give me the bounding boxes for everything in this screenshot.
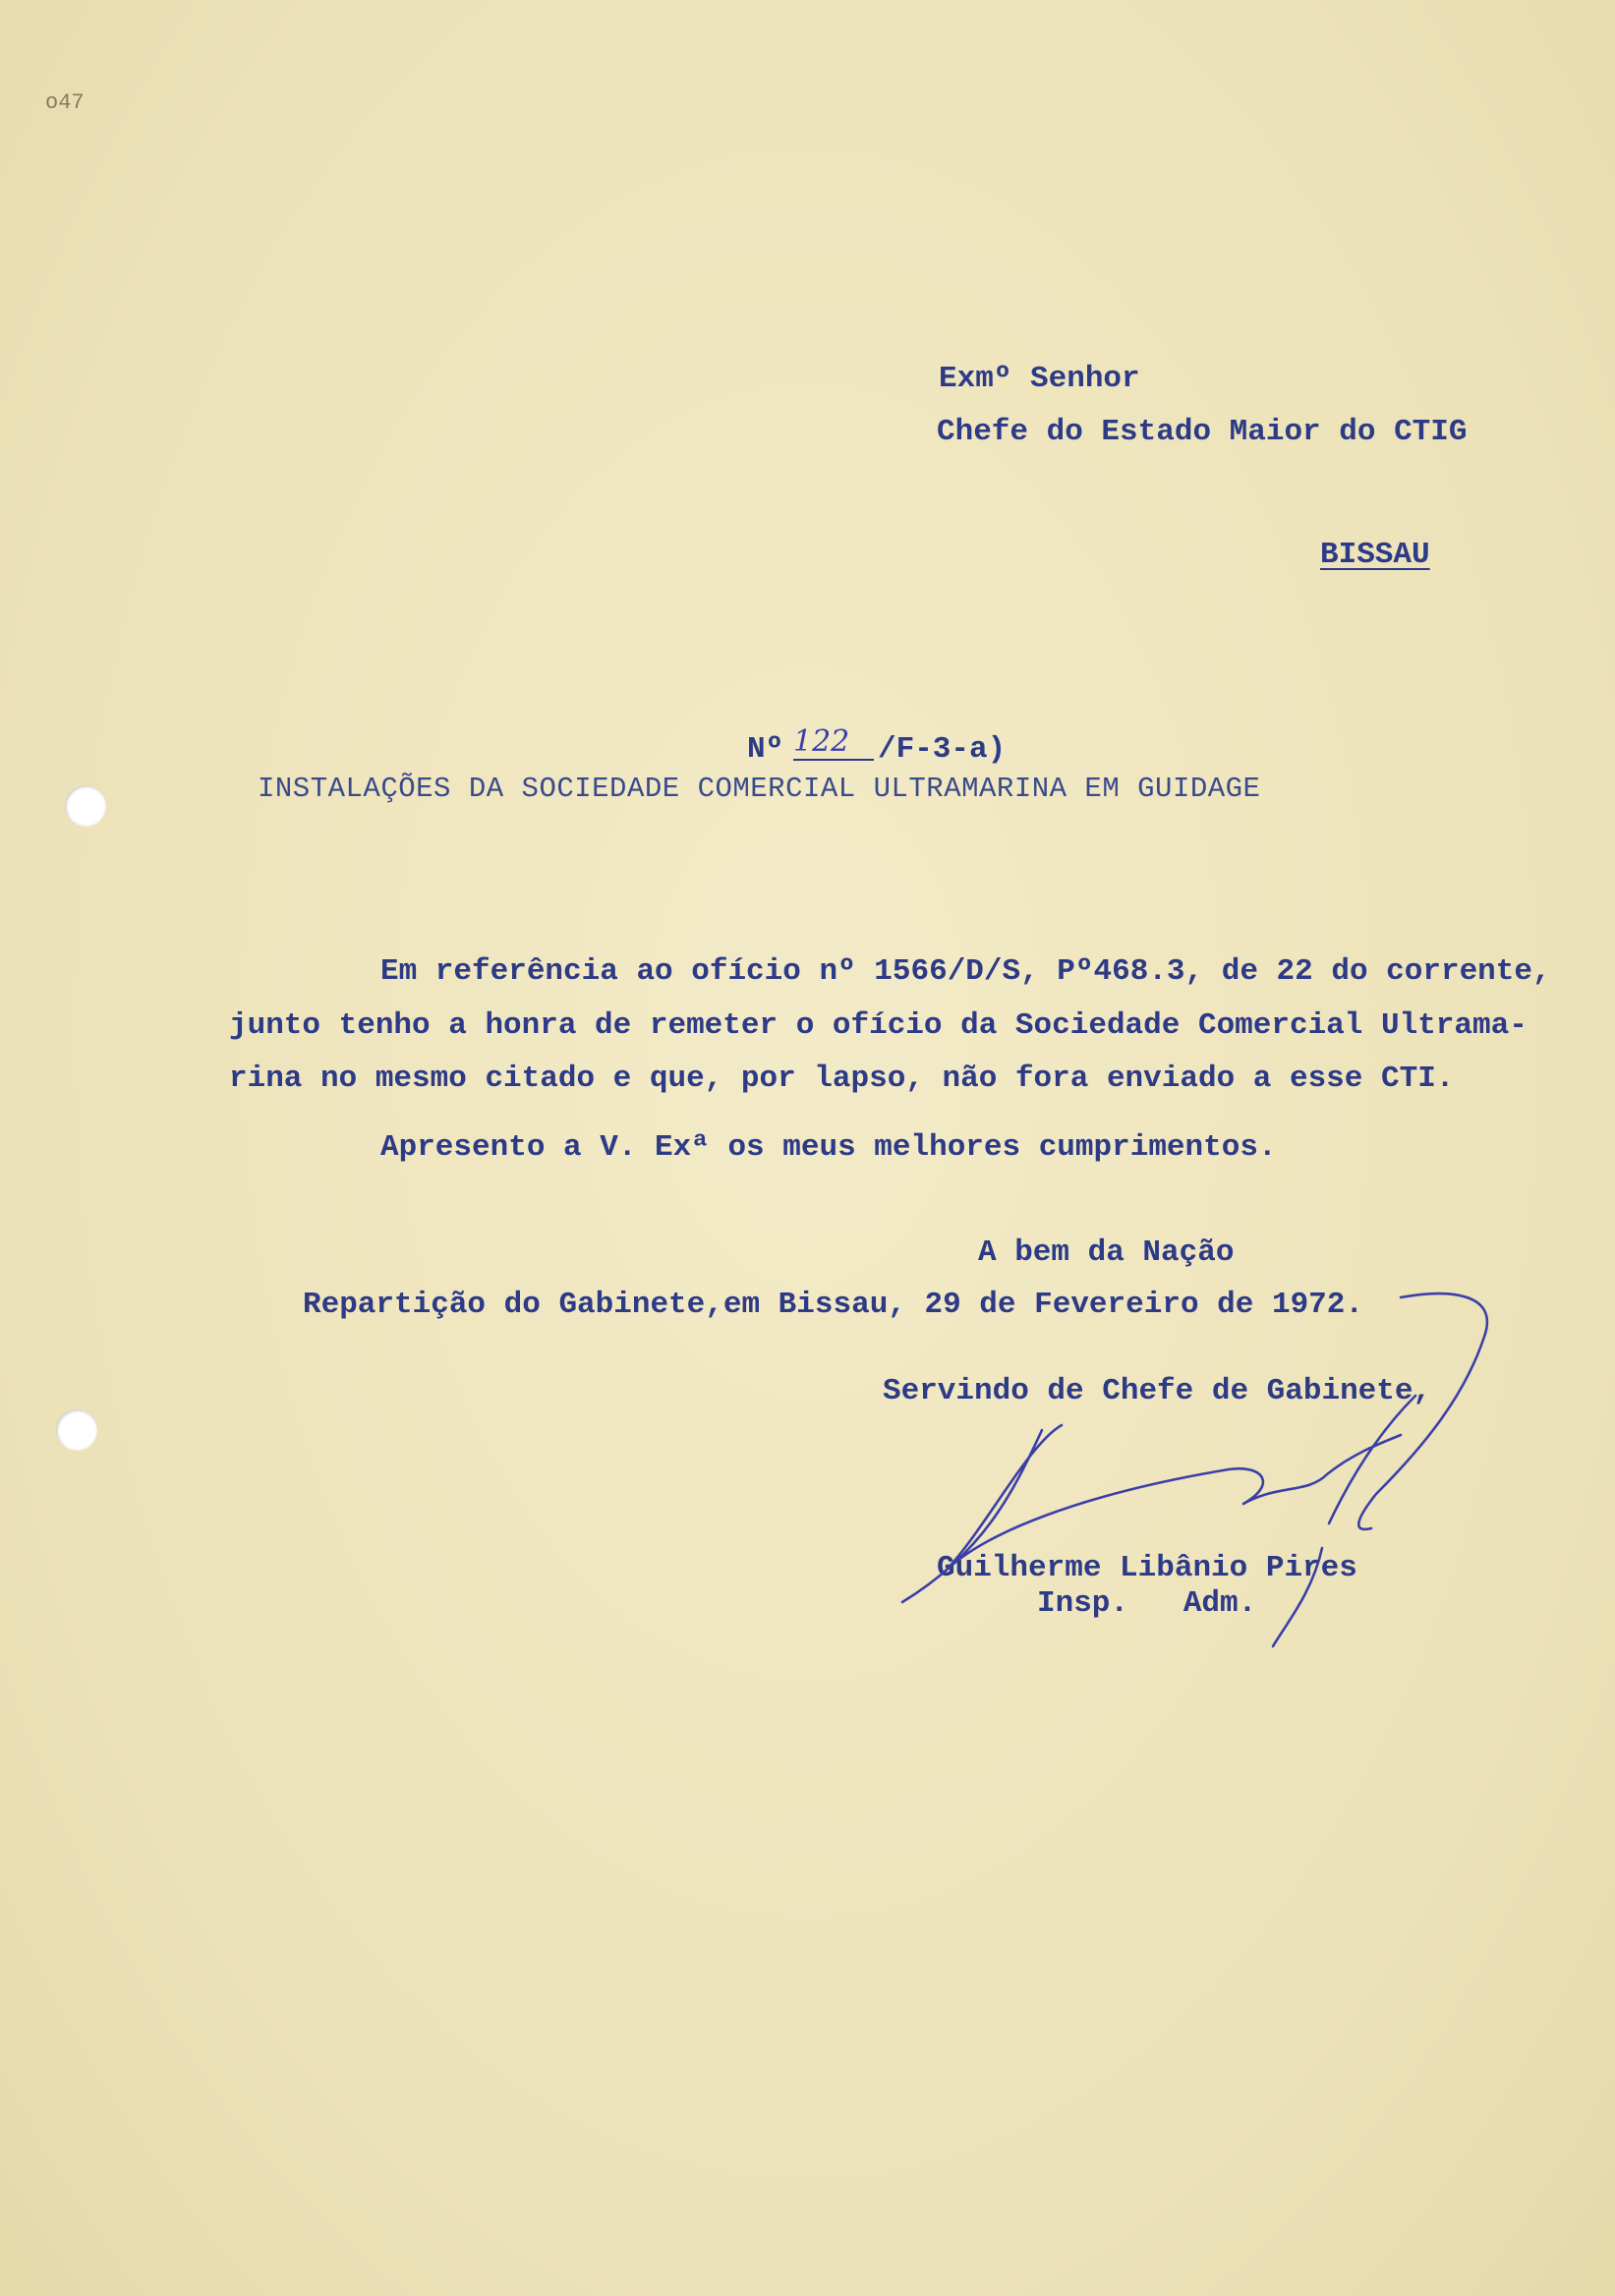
corner-mark: o47	[45, 90, 85, 115]
reference-suffix: /F-3-a)	[878, 732, 1007, 767]
subject-line: INSTALAÇÕES DA SOCIEDADE COMERCIAL ULTRAMARINA EM GUIDAGE	[258, 773, 1261, 805]
body-closing: Apresento a V. Exª os meus melhores cumprimentos.	[380, 1130, 1277, 1165]
signatory-name: Guilherme Libânio Pires	[937, 1551, 1357, 1585]
punch-hole-bottom	[56, 1409, 97, 1451]
body-line-2: junto tenho a honra de remeter o ofício da Sociedade Comercial Ultrama-	[229, 1008, 1528, 1043]
valediction: A bem da Nação	[978, 1235, 1235, 1270]
body-line-1: Em referência ao ofício nº 1566/D/S, Pº468.3, de 22 do corrente,	[380, 954, 1551, 989]
punch-hole-top	[65, 785, 106, 827]
addressee-city: BISSAU	[1320, 538, 1430, 572]
place-date: Repartição do Gabinete,em Bissau, 29 de Fevereiro de 1972.	[303, 1288, 1363, 1322]
addressee-salutation: Exmº Senhor	[939, 362, 1140, 396]
body-line-3: rina no mesmo citado e que, por lapso, não fora enviado a esse CTI.	[229, 1062, 1455, 1096]
signatory-rank: Insp. Adm.	[1037, 1586, 1257, 1621]
reference-number: 122	[793, 724, 874, 761]
signatory-role: Servindo de Chefe de Gabinete,	[883, 1374, 1432, 1408]
addressee-title: Chefe do Estado Maior do CTIG	[937, 415, 1468, 449]
reference-prefix: Nº	[747, 732, 784, 767]
